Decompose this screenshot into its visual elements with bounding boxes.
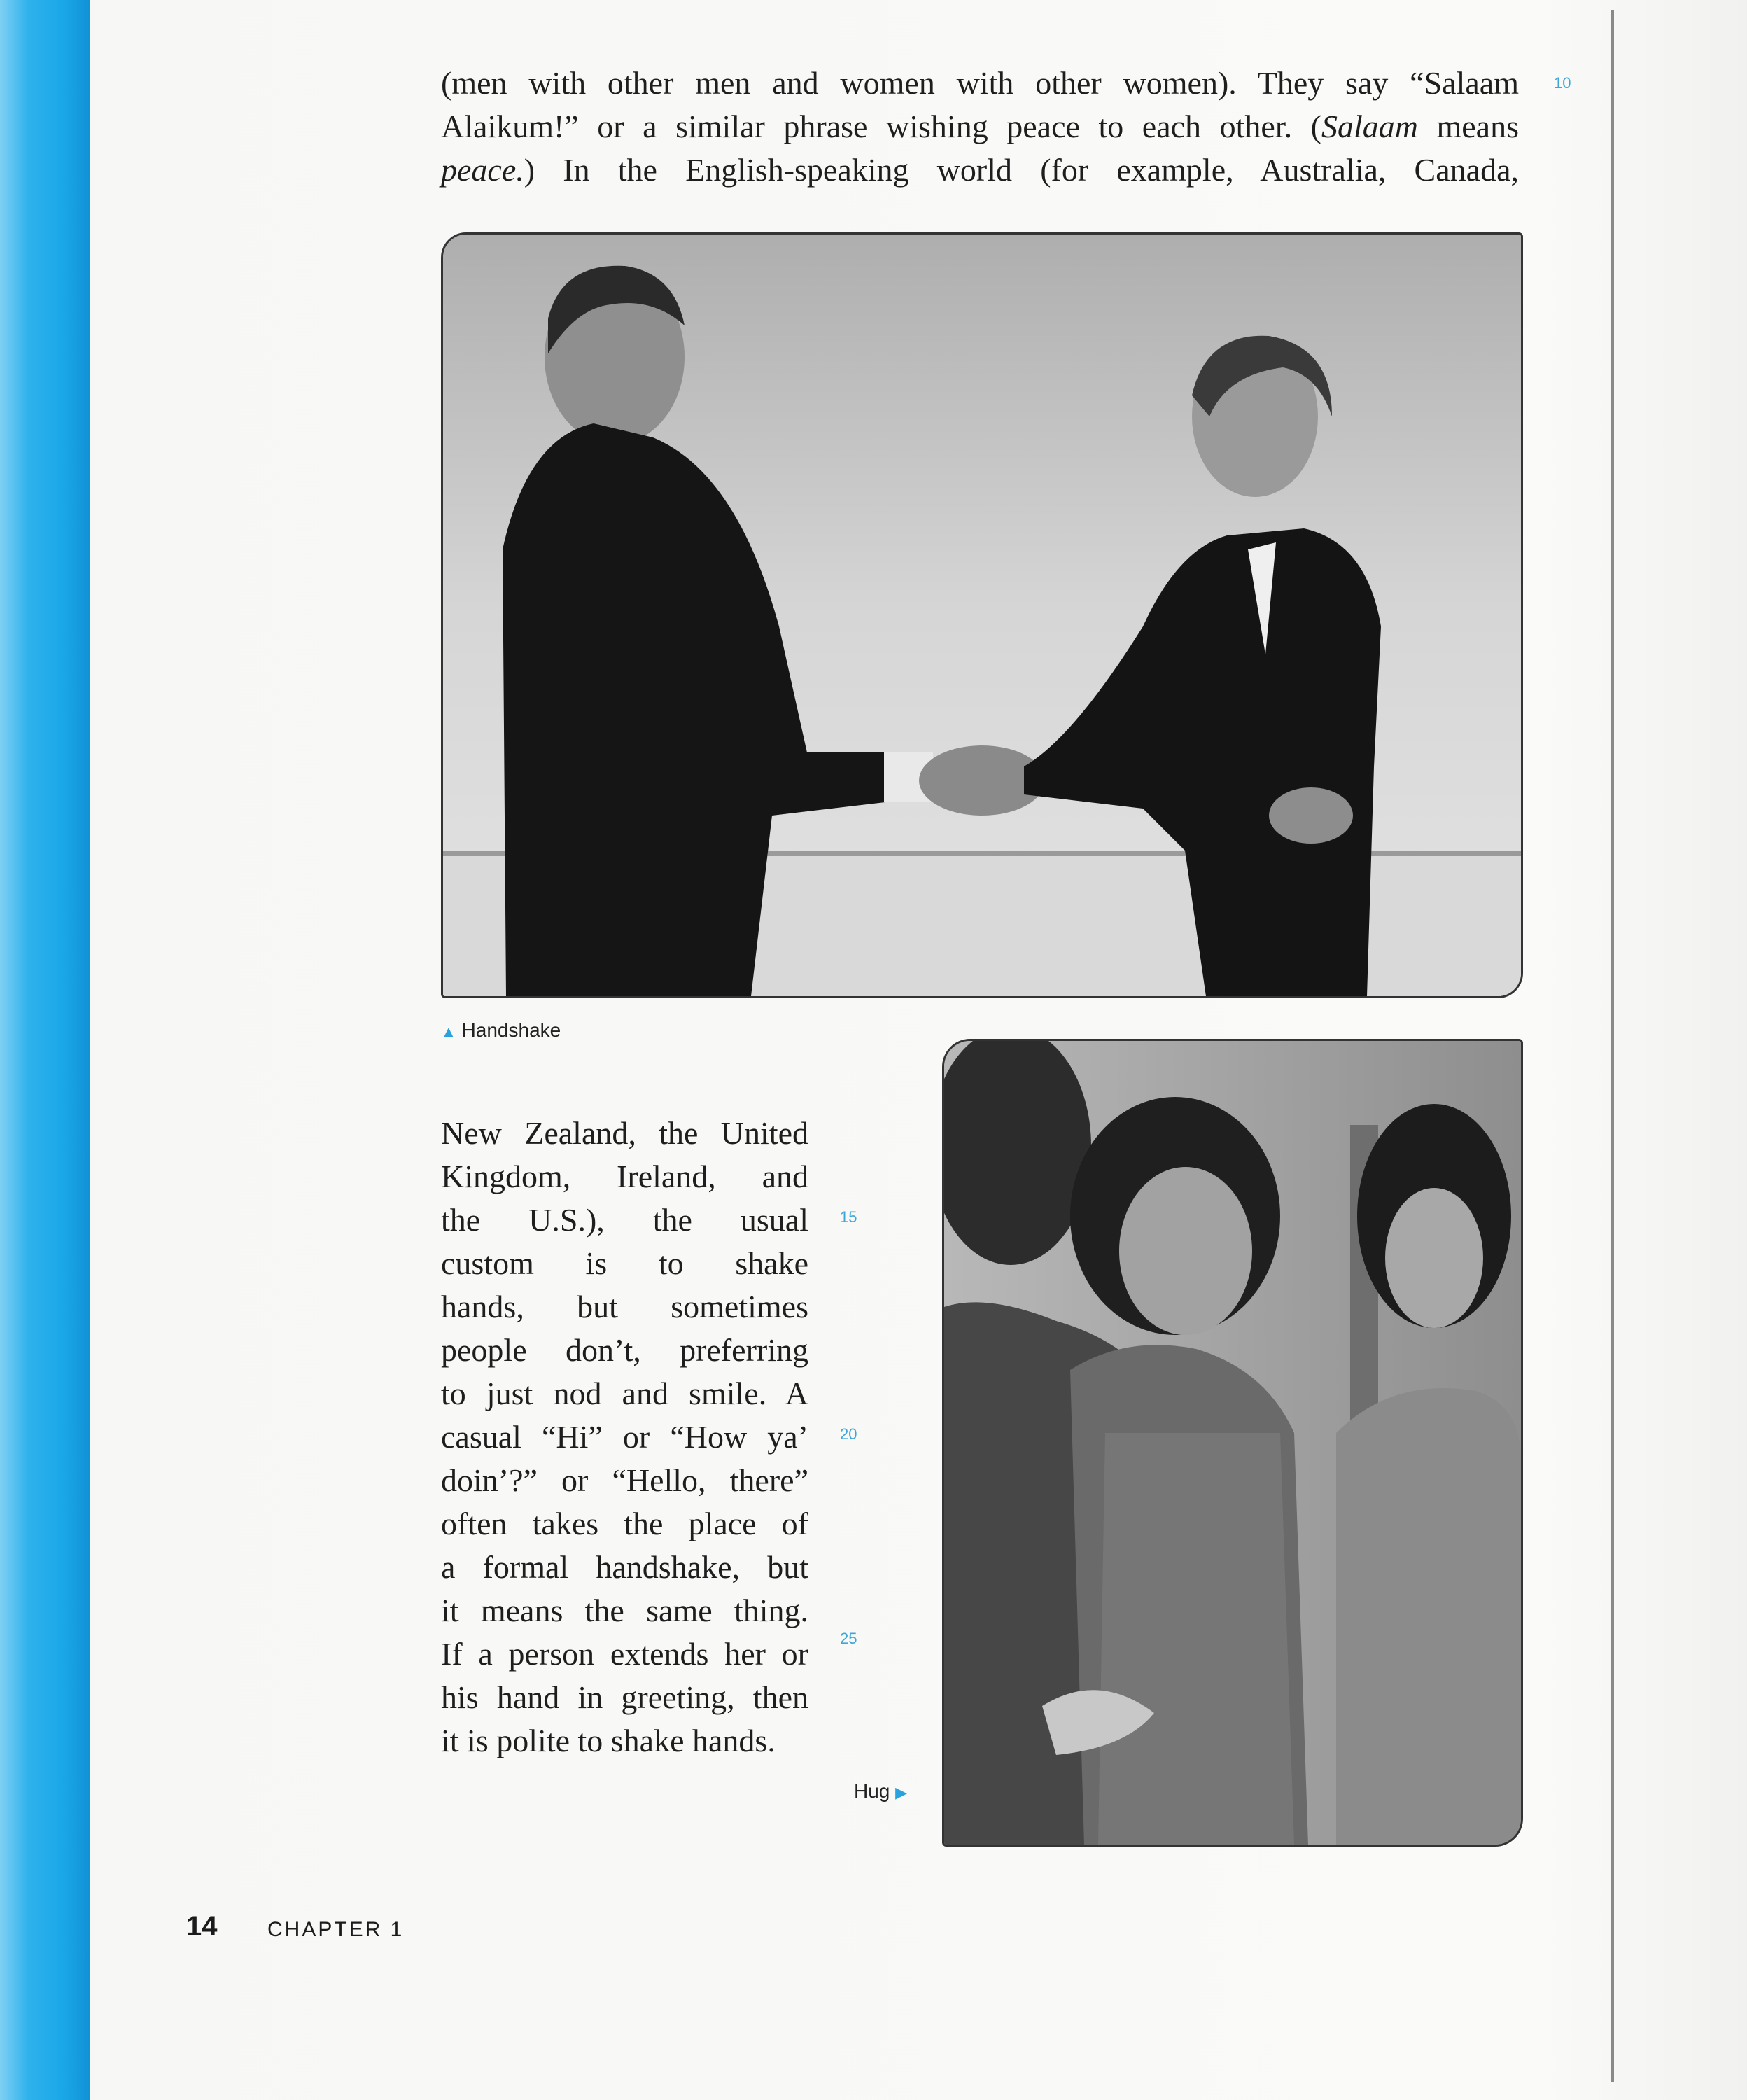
chapter-label: CHAPTER 1 [267, 1918, 405, 1941]
up-triangle-icon: ▲ [441, 1023, 456, 1040]
page-number: 14 [186, 1911, 218, 1942]
text-line: often takes the place of [441, 1506, 808, 1541]
hug-caption [854, 1780, 907, 1802]
text-line: a formal handshake, but [441, 1549, 808, 1585]
right-triangle-icon: ▶ [895, 1784, 908, 1801]
line-number-15: 15 [840, 1208, 857, 1226]
text-line: If a person extends her or [441, 1636, 808, 1672]
paragraph-top [441, 62, 1519, 192]
line-number-20: 20 [840, 1425, 857, 1443]
line-number-25: 25 [840, 1630, 857, 1647]
text-line: it means the same thing. [441, 1592, 808, 1628]
text-line: Alaikum!” or a similar phrase wishing peace to each other. (Salaam means [441, 108, 1520, 144]
text-line: his hand in greeting, then [441, 1679, 808, 1715]
text-line: (men with other men and women with other women). They say “Salaam [441, 65, 1519, 101]
text-line: it is polite to shake hands. [441, 1723, 776, 1758]
text-line: Kingdom, Ireland, and [441, 1158, 808, 1194]
text-line: peace.) In the English-speaking world (for example, Australia, Canada, [441, 152, 1519, 188]
text-line: people don’t, preferring [441, 1332, 808, 1368]
text-line: to just nod and smile. A [441, 1376, 808, 1411]
handshake-caption [441, 1019, 561, 1042]
paragraph-column [441, 1112, 808, 1763]
text-line: doin’?” or “Hello, there” [441, 1462, 808, 1498]
line-number-10: 10 [1554, 74, 1571, 92]
caption-text: Handshake [461, 1019, 561, 1041]
caption-text: Hug [854, 1780, 890, 1802]
text-line: New Zealand, the United [441, 1115, 808, 1151]
hug-photo [942, 1039, 1523, 1847]
text-line: custom is to shake [441, 1245, 808, 1281]
text-line: casual “Hi” or “How ya’ [441, 1419, 808, 1455]
blue-margin-strip [0, 0, 90, 2100]
text-line: the U.S.), the usual [441, 1202, 808, 1238]
page-edge-line [1611, 10, 1614, 2082]
handshake-photo [441, 232, 1523, 998]
text-line: hands, but sometimes [441, 1289, 808, 1324]
